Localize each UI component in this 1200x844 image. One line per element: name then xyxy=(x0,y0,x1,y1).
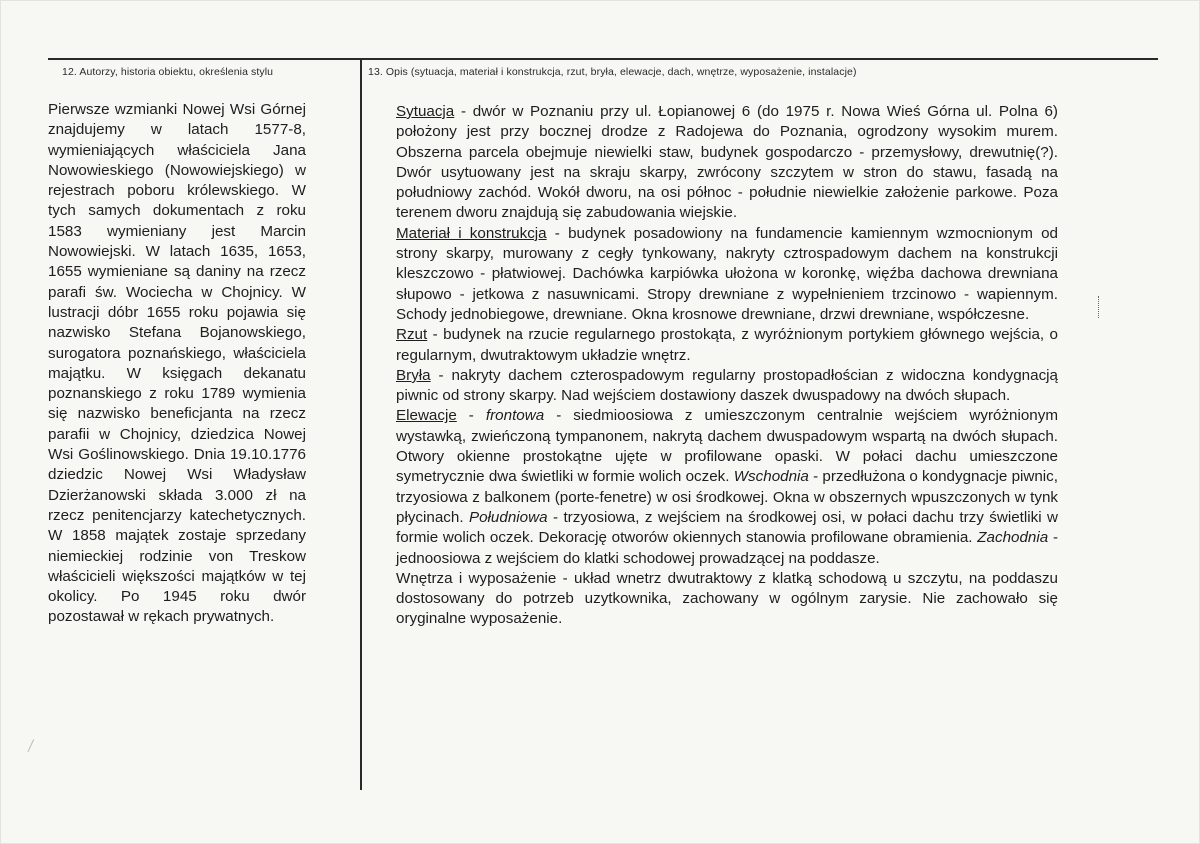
poludniowa-text: - trzyosiowa, z wejściem na środkowej osi, w połaci dachu trzy świetliki w formie wolich oczek. Dekorację otworów okiennych stanowia profilowane obramienia. xyxy=(396,508,1058,547)
material-paragraph xyxy=(396,224,1058,325)
elewacje-sep: - xyxy=(456,407,486,425)
poludniowa-label: Południowa xyxy=(468,508,548,526)
history-text: Pierwsze wzmianki Nowej Wsi Górnej znajdujemy w latach 1577-8, wymieniających właściciela Jana Nowowieskiego (Nowowiejskiego) w rejestrach poboru królewskiego. W tych samych dokumentach z roku 1583 wymieniany jest Marcin Nowowiejski. W latach 1635, 1653, 1655 wymieniane są daniny na rzecz parafi św. Wociecha w Chojnicy. W lustracji dóbr 1655 roku pojawia się nazwisko Stefana Bojanowskiego, surogatora poznańskiego, właściciela majątku. W księgach dekanatu poznanskiego z roku 1789 wymienia się nazwisko beneficjanta na rzecz parafii w Chojnicy, dziedzica Nowej Wsi Goślinowskiego. Dnia 19.10.1776 dziedzic Nowej Wsi Władysław Dzierżanowski składa 3.000 zł na rzecz penitencjarzy katechetycznych. W 1858 majątek zostaje sprzedany niemieckiej rodzinie von Treskow właścicieli większości majątków w tej okolicy. Po 1945 roku dwór pozostawał w rękach prywatnych. xyxy=(48,101,306,626)
bryla-label: Bryła xyxy=(396,366,431,384)
material-text: - budynek posadowiony na fundamencie kamiennym wzmocnionym od strony skarpy, murowany z cegły tynkowany, nakryty cztrospadowym dachem na konstrukcji kleszczowo - płatwiowej. Dachówka karpiówka ułożona w koronkę, więźba dachowa drewniana słupowo - jetkowa z nasuwnicami. Stropy drewniane z wypełnieniem trzcinowo - wapiennym. Schody jednobiegowe, drewniane. Okna krosnowe drewniane, drzwi drewniane, współczesne. xyxy=(396,224,1058,323)
zachodnia-text: - jednoosiowa z wejściem do klatki schodowej prowadzącej na poddasze. xyxy=(396,529,1059,567)
zachodnia-label: Zachodnia xyxy=(977,529,1049,547)
wnetrza-paragraph: Wnętrza i wyposażenie - układ wnetrz dwutraktowy z klatką schodową u szczytu, na poddaszu dostosowany do potrzeb uzytkownika, zachowany w ogólnym zarysie. Nie zachowało się oryginalne wyposażenie. xyxy=(396,569,1058,628)
section-13-heading: 13. Opis (sytuacja, materiał i konstrukcja, rzut, bryła, elewacje, dach, wnętrze, wyposażenie, instalacje) xyxy=(368,66,857,78)
material-label: Materiał i konstrukcja xyxy=(396,224,547,242)
sytuacja-text: - dwór w Poznaniu przy ul. Łopianowej 6 (do 1975 r. Nowa Wieś Górna ul. Polna 6) położony jest przy bocznej drodze z Radojewa do Poznania, ogrodzony wysokim murem. Obszerna parcela obejmuje niewielki staw, budynek gospodarczo - przemysłowy, drewutnię(?). Dwór usytuowany jest na skraju skarpy, zwrócony szczytem w stron do stawu, fasadą na południowy zachód. Wokół dworu, na osi północ - południe niewielkie założenie parkowe. Poza terenem dworu znajdują się zabudowania wiejskie. xyxy=(396,103,1058,222)
top-rule xyxy=(48,58,1158,60)
frontowa-label: frontowa xyxy=(485,407,545,425)
bryla-text: - nakryty dachem czterospadowym regularny prostopadłościan z widoczna kondygnacją piwnic od strony skarpy. Nad wejściem dostawiony daszek dwuspadowy na dwóch słupach. xyxy=(396,366,1058,405)
margin-mark xyxy=(1098,296,1100,318)
rzut-label: Rzut xyxy=(396,326,428,344)
rzut-text: - budynek na rzucie regularnego prostokąta, z wyróżnionym portykiem głównego wejścia, o regularnym, dwutraktowym układzie wnętrz. xyxy=(396,326,1058,364)
rzut-paragraph xyxy=(396,325,1058,366)
wschodnia-text: - przedłużona o kondygnacje piwnic, trzyosiowa z balkonem (porte-fenetre) w osi środkowej. Okna w obszernych wpuszczonych w tynk płycinach. xyxy=(396,468,1058,526)
stray-pen-mark xyxy=(27,739,39,755)
sytuacja-paragraph xyxy=(396,102,1058,224)
description-text xyxy=(396,102,1058,630)
bryla-paragraph xyxy=(396,366,1058,407)
frontowa-text: - siedmioosiowa z umieszczonym centralnie wejściem wyróżnionym wystawką, zwieńczoną tympanonem, nakrytą dachem dwuspadowym wspartą na dwóch słupach. Otwory okienne prostokątne ujęte w profilowane opaski. W połaci dachu umieszczone symetrycznie dwa świetliki w formie wolich oczek. xyxy=(396,407,1058,486)
section-12-heading: 12. Autorzy, historia obiektu, określenia stylu xyxy=(62,66,274,78)
elewacje-label: Elewacje xyxy=(396,407,457,425)
column-divider xyxy=(360,58,362,790)
elewacje-paragraph xyxy=(396,406,1058,568)
wschodnia-label: Wschodnia xyxy=(733,468,809,486)
sytuacja-label: Sytuacja xyxy=(396,103,455,120)
